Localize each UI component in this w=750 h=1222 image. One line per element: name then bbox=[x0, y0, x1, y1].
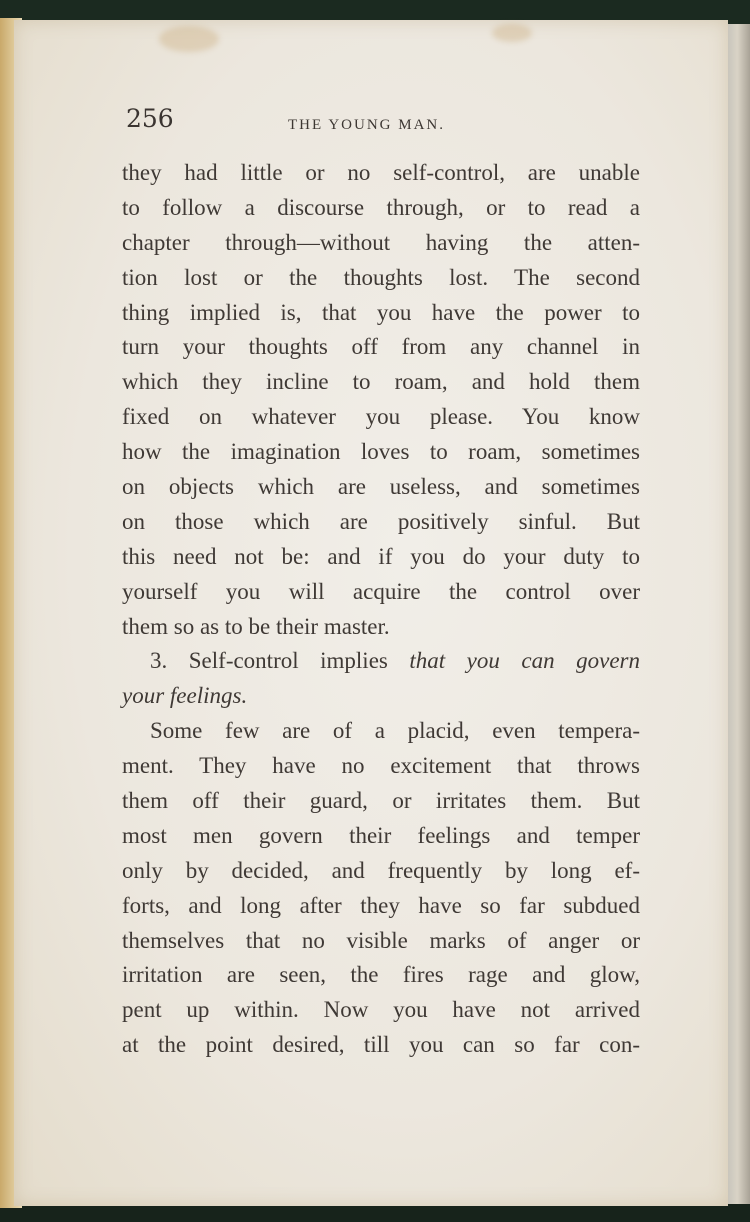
body-text bbox=[122, 156, 640, 1063]
heading-prefix: 3. Self-control implies bbox=[150, 648, 410, 674]
text-line: tion lost or the thoughts lost. The second bbox=[122, 264, 640, 290]
text-line: at the point desired, till you can so far con- bbox=[122, 1032, 640, 1058]
text-line: most men govern their feelings and temper bbox=[122, 822, 640, 848]
text-line: which they incline to roam, and hold them bbox=[122, 369, 640, 395]
text-line: themselves that no visible marks of anger or bbox=[122, 927, 640, 953]
section-heading-line bbox=[122, 679, 640, 714]
text-line: them so as to be their master. bbox=[122, 613, 390, 639]
heading-italic: that you can govern bbox=[409, 648, 640, 674]
text-line: turn your thoughts off from any channel in bbox=[122, 334, 640, 360]
text-line: forts, and long after they have so far subdued bbox=[122, 892, 640, 918]
text-line: on objects which are useless, and sometimes bbox=[122, 474, 640, 500]
text-line: irritation are seen, the fires rage and glow, bbox=[122, 962, 640, 988]
section-heading-line bbox=[122, 644, 640, 679]
page-number: 256 bbox=[126, 104, 174, 133]
text-line: only by decided, and frequently by long ef- bbox=[122, 857, 640, 883]
text-line: thing implied is, that you have the power to bbox=[122, 299, 640, 325]
text-line: on those which are positively sinful. But bbox=[122, 508, 640, 534]
text-line: Some few are of a placid, even tempera- bbox=[150, 718, 640, 744]
text-line: them off their guard, or irritates them. But bbox=[122, 788, 640, 814]
page-header bbox=[0, 0, 750, 160]
heading-italic: your feelings. bbox=[122, 683, 248, 709]
text-line: this need not be: and if you do your duty to bbox=[122, 543, 640, 569]
text-line: pent up within. Now you have not arrived bbox=[122, 997, 640, 1023]
text-line: fixed on whatever you please. You know bbox=[122, 404, 640, 430]
text-line: how the imagination loves to roam, sometimes bbox=[122, 439, 640, 465]
text-line: they had little or no self-control, are unable bbox=[122, 160, 640, 185]
text-line: yourself you will acquire the control over bbox=[122, 578, 640, 604]
text-line: chapter through—without having the atten- bbox=[122, 229, 640, 255]
running-head: THE YOUNG MAN. bbox=[288, 117, 446, 133]
text-line: ment. They have no excitement that throws bbox=[122, 753, 640, 779]
text-line: to follow a discourse through, or to read a bbox=[122, 194, 640, 220]
